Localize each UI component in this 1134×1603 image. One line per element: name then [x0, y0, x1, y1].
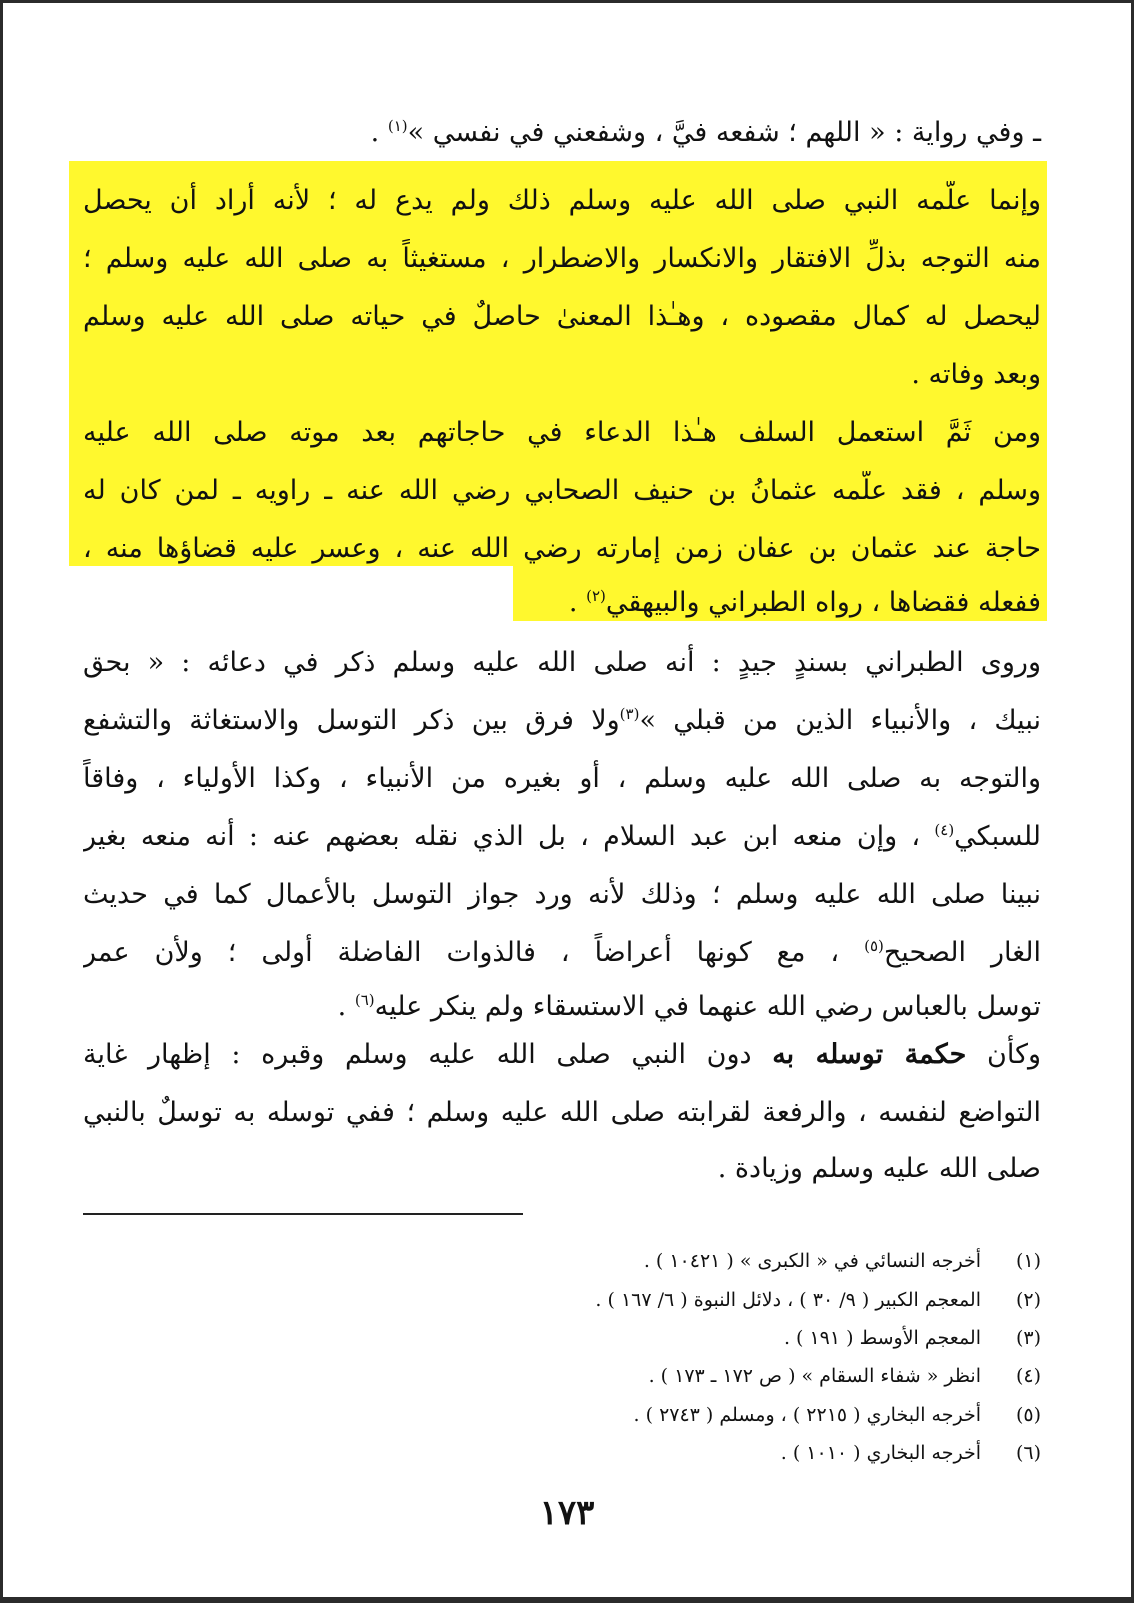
text-line: ليحصل له كمال مقصوده ، وهـٰذا المعنىٰ حاصلٌ في حياته صلى الله عليه وسلم [83, 301, 1041, 332]
text-line: وسلم ، فقد علَّمه عثمانُ بن حنيف الصحابي رضي الله عنه ـ راويه ـ لمن كان له [83, 475, 1041, 506]
text-line: وروى الطبراني بسندٍ جيدٍ : أنه صلى الله عليه وسلم ذكر في دعائه : « بحق [83, 647, 1041, 678]
footnote-ref[interactable]: (٦) [354, 991, 375, 1009]
text-line: نبينا صلى الله عليه وسلم ؛ وذلك لأنه ورد جواز التوسل بالأعمال كما في حديث [83, 879, 1041, 910]
text-line: الغار الصحيح$^{(٥)}$ ، مع كونها أعراضاً ، فالذوات الفاضلة أولى ؛ ولأن عمر [83, 937, 1041, 968]
footnote: (٢)المعجم الكبير ( ٩/ ٣٠ ) ، دلائل النبوة ( ٦/ ١٦٧ ) . [595, 1289, 1041, 1311]
book-page [3, 3, 1131, 1597]
footnote: (٦)أخرجه البخاري ( ١٠١٠ ) . [780, 1442, 1041, 1464]
footnote: (٥)أخرجه البخاري ( ٢٢١٥ ) ، ومسلم ( ٢٧٤٣ ) . [633, 1404, 1041, 1426]
text-line: ومن ثَمَّ استعمل السلف هـٰذا الدعاء في حاجاتهم بعد موته صلى الله عليه [83, 417, 1041, 448]
text-line: وإنما علَّمه النبي صلى الله عليه وسلم ذلك ولم يدع له ؛ لأنه أراد أن يحصل [83, 185, 1041, 216]
text-line: منه التوجه بذلِّ الافتقار والانكسار والاضطرار ، مستغيثاً به صلى الله عليه وسلم ؛ [83, 243, 1041, 274]
footnote-ref[interactable]: (٣) [619, 705, 640, 723]
text-line: للسبكي$^{(٤)}$ ، وإن منعه ابن عبد السلام ، بل الذي نقله بعضهم عنه : أنه منعه بغير [83, 821, 1041, 852]
text-line: توسل بالعباس رضي الله عنهما في الاستسقاء ولم ينكر عليه$^{(٦)}$ . [337, 991, 1041, 1022]
text-line: التواضع لنفسه ، والرفعة لقرابته صلى الله عليه وسلم ؛ ففي توسله به توسلٌ بالنبي [83, 1097, 1041, 1128]
text-line: نبيك ، والأنبياء الذين من قبلي »$^{(٣)}$ولا فرق بين ذكر التوسل والاستغاثة والتشفع [83, 705, 1041, 736]
footnote-ref[interactable]: (٤) [934, 821, 955, 839]
footnote: (١)أخرجه النسائي في « الكبرى » ( ١٠٤٢١ ) . [643, 1250, 1041, 1272]
text-line: حاجة عند عثمان بن عفان زمن إمارته رضي الله عنه ، وعسر عليه قضاؤها منه ، [83, 533, 1041, 564]
footnote-separator [83, 1213, 523, 1215]
footnote-ref[interactable]: (١) [387, 117, 408, 135]
text-line: وكأن حكمة توسله به دون النبي صلى الله عليه وسلم وقبره : إظهار غاية [83, 1039, 1041, 1070]
text-line: وبعد وفاته . [911, 359, 1041, 390]
footnote: (٣)المعجم الأوسط ( ١٩١ ) . [783, 1327, 1041, 1349]
page-number: ١٧٣ [539, 1493, 595, 1533]
footnote: (٤)انظر « شفاء السقام » ( ص ١٧٢ ـ ١٧٣ ) . [648, 1365, 1041, 1387]
footnote-ref[interactable]: (٢) [586, 587, 606, 605]
footnote-ref[interactable]: (٥) [864, 937, 884, 955]
text-line: صلى الله عليه وسلم وزيادة . [717, 1153, 1041, 1184]
text-line: ـ وفي رواية : « اللهم ؛ شفعه فيَّ ، وشفعني في نفسي »$^{(١)}$ . [370, 117, 1041, 148]
text-line: والتوجه به صلى الله عليه وسلم ، أو بغيره من الأنبياء ، وكذا الأولياء ، وفاقاً [83, 763, 1041, 794]
text-line: ففعله فقضاها ، رواه الطبراني والبيهقي$^{(٢)}$ . [568, 587, 1041, 618]
